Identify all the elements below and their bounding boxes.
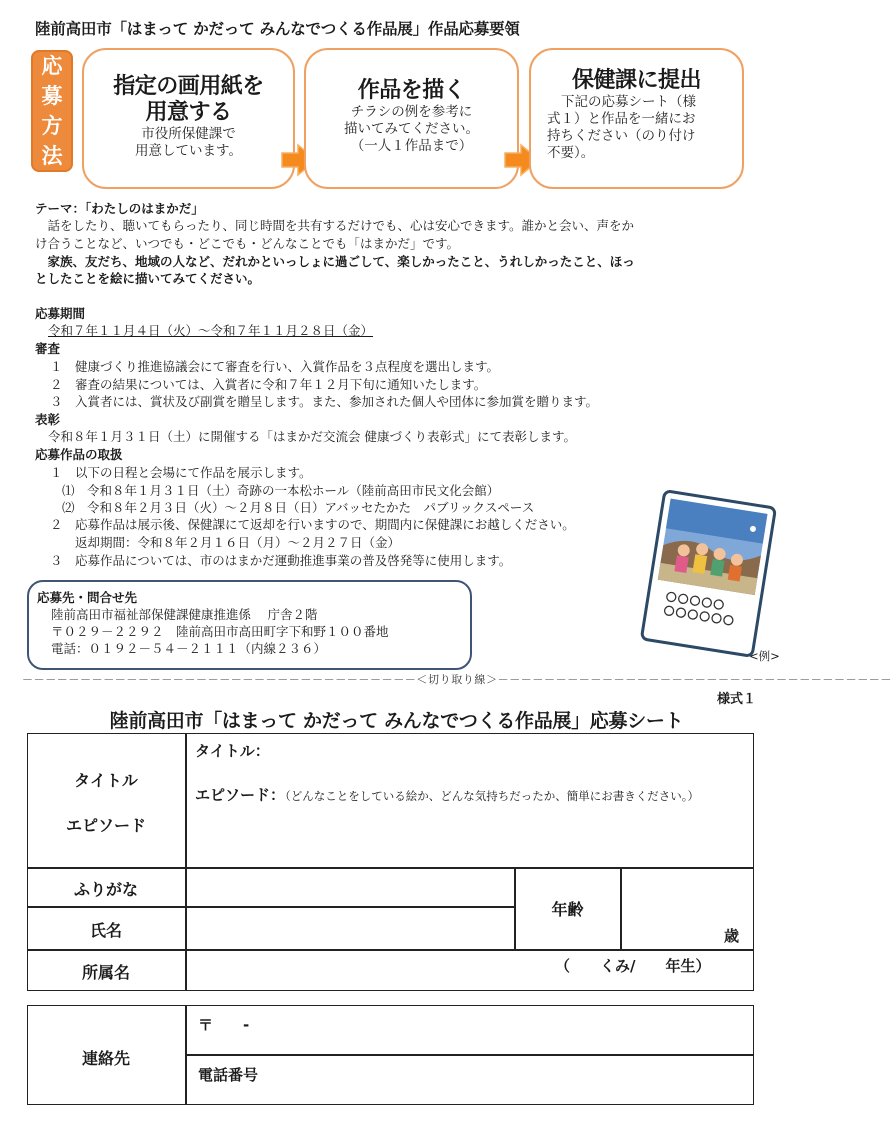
affiliation-input[interactable] [187, 951, 547, 989]
label-episode: エピソード [65, 816, 146, 835]
contact-heading: 応募先・問合せ先 [37, 590, 138, 605]
handling-item-1: １ 以下の日程と会場にて作品を展示します。 [50, 465, 312, 480]
handling-item-3: ３ 応募作品については、市のはまかだ運動推進事業の普及啓発等に使用します。 [50, 553, 512, 568]
age-input[interactable] [622, 869, 722, 948]
contact-line3: 電話：０１９２－５４－２１１１（内線２３６） [51, 641, 327, 656]
step-2-desc-line3: （一人１作品まで） [350, 138, 473, 154]
handling-sub-2: ⑵ 令和８年２月３日（火）～２月８日（日）アバッセたかた パブリックスペース [62, 500, 535, 515]
theme-line2: け合うことなど、いつでも・どこでも・どんなことでも「はまかだ」です。 [35, 236, 460, 251]
review-item-1: １ 健康づくり推進協議会にて審査を行い、入賞作品を３点程度を選出します。 [50, 359, 500, 374]
step-1-title-line1: 指定の画用紙を [113, 74, 264, 99]
handling-heading: 応募作品の取扱 [35, 447, 123, 462]
step-2-desc-line1: チラシの例を参考に [350, 104, 473, 120]
label-affiliation: 所属名 [81, 963, 130, 982]
affiliation-note: （ くみ/ 年生） [555, 957, 711, 975]
label-contact: 連絡先 [81, 1049, 130, 1068]
example-label: <例> [749, 649, 780, 663]
handling-item-2b: 返却期間：令和８年２月１６日（月）～２月２７日（金） [50, 535, 401, 550]
method-label [31, 50, 73, 172]
theme-line3: 家族、友だち、地域の人など、だれかといっしょに過ごして、楽しかったこと、うれしかったこと、ほっ [35, 254, 635, 269]
step-3-desc-line4: 不要）。 [547, 145, 595, 161]
contact-line1: 陸前高田市福祉部保健課健康推進係 庁舎２階 [51, 607, 318, 622]
cut-line: －－－－－－－－－－－－－－－－－－－－－－－－－－－－－－－－－－＜切り取り線＞－－－－－－－－－－－－－－－－－－－－－－－－－－－－－－－－－－ [22, 673, 892, 686]
review-heading: 審査 [35, 341, 61, 356]
name-input[interactable] [187, 908, 513, 948]
step-3-box [529, 48, 744, 189]
step-3-title: 保健課に提出 [571, 68, 701, 93]
handling-item-2: ２ 応募作品は展示後、保健課にて返却を行いますので、期間内に保健課にお越しください。 [50, 517, 575, 532]
period-text: 令和７年１１月４日（火）～令和７年１１月２８日（金） [48, 323, 374, 338]
step-3-desc-line3: 持ちください（のり付け [547, 128, 696, 144]
step-1-title-line2: 用意する [145, 100, 232, 125]
review-item-3: ３ 入賞者には、賞状及び副賞を贈呈します。また、参加された個人や団体に参加賞を贈ります。 [50, 394, 599, 409]
theme-line1: 話をしたり、聴いてもらったり、同じ時間を共有するだけでも、心は安心できます。誰かと会い、声をか [35, 218, 635, 233]
step-3-desc-line2: 式１）と作品を一緒にお [547, 111, 696, 127]
step-1-desc-line1: 市役所保健課で [141, 126, 236, 142]
label-furigana: ふりがな [73, 880, 138, 899]
contact-line2: 〒０２９－２２９２ 陸前高田市高田町字下和野１００番地 [51, 624, 389, 639]
award-heading: 表彰 [35, 412, 61, 427]
age-unit: 歳 [724, 927, 740, 945]
title-field[interactable]: タイトル： [195, 742, 270, 760]
period-heading: 応募期間 [35, 306, 86, 321]
episode-field[interactable] [195, 784, 699, 805]
step-1-desc-line2: 用意しています。 [135, 143, 242, 159]
form-number: 様式１ [717, 692, 757, 707]
review-item-2: ２ 審査の結果については、入賞者に令和７年１２月下旬に通知いたします。 [50, 377, 487, 392]
theme-heading: テーマ：「わたしのはまかだ」 [35, 201, 204, 216]
phone-number-field[interactable]: 電話番号 [198, 1066, 259, 1084]
step-2-title: 作品を描く [357, 78, 466, 103]
award-text: 令和８年１月３１日（土）に開催する「はまかだ交流会 健康づくり表彰式」にて表彰します。 [48, 429, 576, 444]
method-label-text: 応募方法 [41, 54, 63, 168]
step-2-desc-line2: 描いてみてください。 [344, 121, 479, 137]
document-title: 陸前高田市「はまって かだって みんなでつくる作品展」作品応募要領 [35, 20, 520, 38]
label-name: 氏名 [89, 921, 122, 940]
episode-field-label: エピソード： [195, 786, 286, 804]
label-age: 年齢 [551, 900, 584, 919]
contact-box [27, 580, 472, 670]
label-title: タイトル [74, 771, 138, 790]
sheet-title: 陸前高田市「はまって かだって みんなでつくる作品展」応募シート [109, 710, 684, 732]
table-divider [185, 1054, 754, 1056]
example-artwork-illustration [630, 492, 780, 660]
step-2-box [304, 48, 519, 189]
episode-note: （どんなことをしている絵か、どんな気持ちだったか、簡単にお書きください。） [285, 789, 700, 803]
postal-code-field[interactable]: 〒 - [198, 1016, 250, 1034]
step-3-desc-line1: 下記の応募シート（様 [561, 94, 696, 110]
theme-line4: としたことを絵に描いてみてください。 [35, 271, 261, 286]
furigana-input[interactable] [187, 869, 513, 905]
handling-sub-1: ⑴ 令和８年１月３１日（土）奇跡の一本松ホール（陸前高田市民文化会館） [62, 483, 500, 498]
step-1-box [82, 48, 295, 189]
